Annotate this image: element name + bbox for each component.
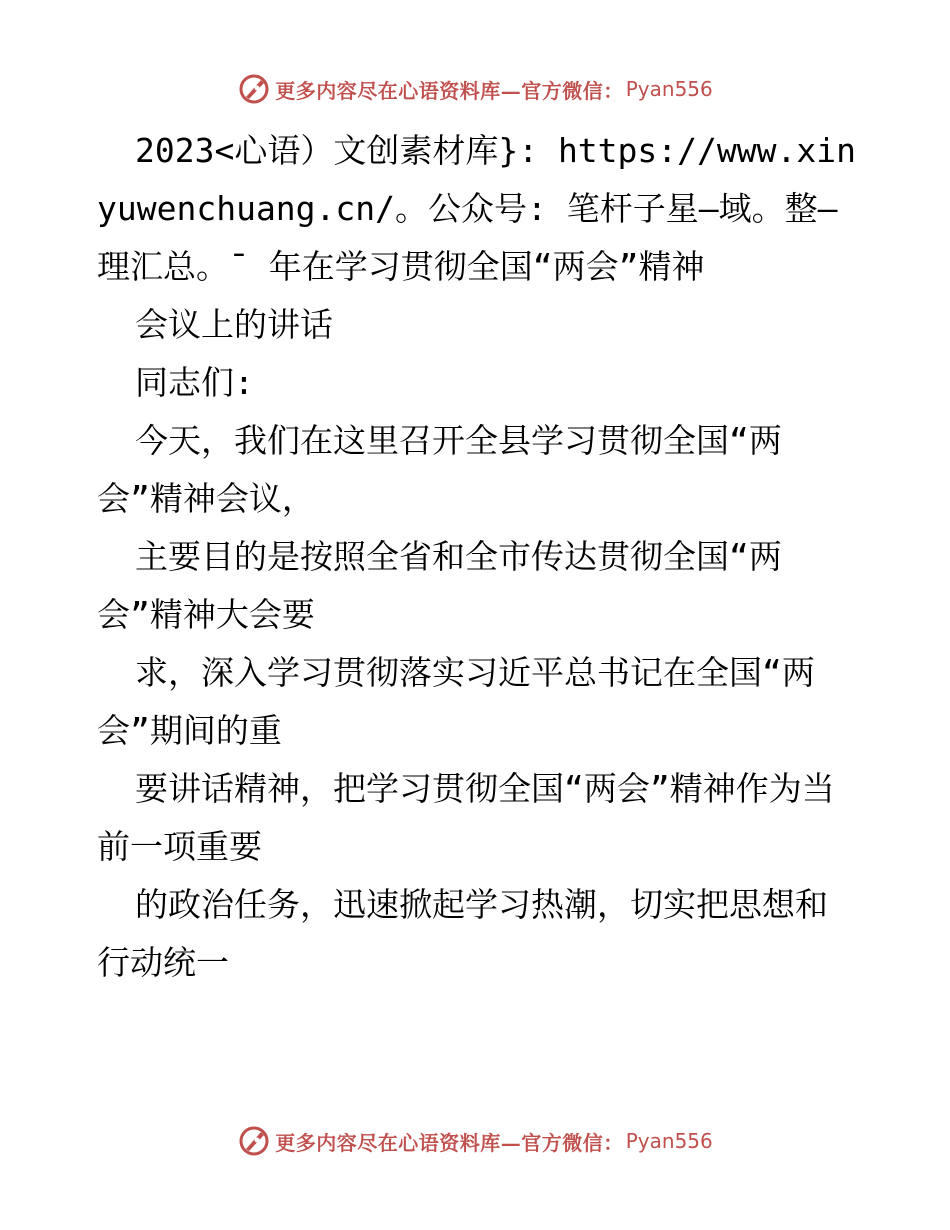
paragraph: 的政治任务，迅速掀起学习热潮，切实把思想和行动统一 (97, 885, 828, 982)
watermark-text: 更多内容尽在心语资料库—官方微信： (275, 1130, 624, 1155)
paragraph: 会议上的讲话 (135, 305, 333, 344)
pen-logo-icon (237, 1124, 271, 1158)
paragraph: 今天，我们在这里召开全县学习贯彻全国“两会”精神会议， (97, 421, 782, 518)
paragraph: 主要目的是按照全省和全市传达贯彻全国“两会”精神大会要 (97, 537, 782, 634)
watermark-text: 更多内容尽在心语资料库—官方微信： (275, 78, 624, 103)
watermark-header (0, 72, 950, 106)
paragraph: 要讲话精神，把学习贯彻全国“两会”精神作为当前一项重要 (97, 769, 835, 866)
document-body (97, 122, 857, 992)
watermark-wechat-id: Pyan556 (625, 77, 713, 101)
paragraph: 2023<心语）文创素材库}: https://www.xinyuwenchuang.cn/。公众号: 笔杆子星—域。整—理汇总。¯ 年在学习贯彻全国“两会”精神 (97, 131, 856, 286)
watermark-footer (0, 1124, 950, 1158)
watermark-wechat-id: Pyan556 (625, 1129, 713, 1153)
paragraph: 同志们: (135, 363, 254, 402)
paragraph: 求，深入学习贯彻落实习近平总书记在全国“两会”期间的重 (97, 653, 815, 750)
pen-logo-icon (237, 72, 271, 106)
